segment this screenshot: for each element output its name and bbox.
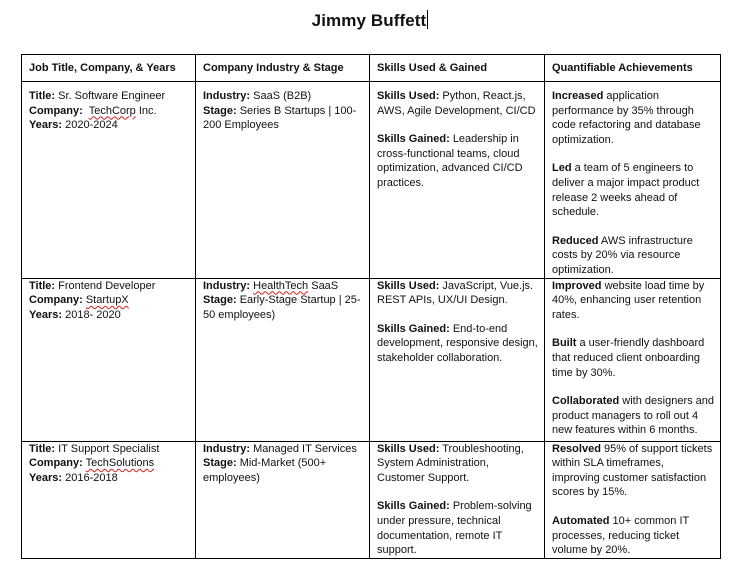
skills-cell: Skills Used: Python, React.js, AWS, Agile Development, CI/CD Skills Gained: Leadership in cross-functional teams, cloud optimization, advanced CI/CD practices. (370, 82, 545, 279)
company-name: TechCorp (88, 104, 136, 117)
achievement-item: Collaborated with designers and product managers to roll out 4 new features within 6 months. (552, 395, 715, 437)
company-name: TechSolutions (85, 457, 155, 470)
stage: Early-Stage Startup | 25-50 employees) (203, 294, 361, 321)
skills-gained: Problem-solving under pressure, technical documentation, remote IT support. (377, 500, 532, 557)
table-row (22, 82, 721, 279)
company-name: StartupX (85, 294, 129, 307)
stage: Mid-Market (500+ employees) (203, 457, 327, 484)
job-cell: Title: Frontend Developer Company: StartupX Years: 2018- 2020 (22, 278, 196, 441)
table-row (22, 278, 721, 441)
header-skills: Skills Used & Gained (370, 55, 545, 82)
stage: Series B Startups | 100-200 Employees (203, 104, 357, 132)
industry: Managed IT Services (253, 442, 357, 455)
achievement-item: Led a team of 5 engineers to deliver a major impact product release 2 weeks ahead of schedule. (552, 162, 700, 219)
achievement-item: Increased application performance by 35% through code refactoring and database optimization. (552, 90, 701, 146)
industry-cell: Industry: HealthTech SaaS Stage: Early-Stage Startup | 25-50 employees) (196, 278, 370, 441)
experience-table (21, 54, 721, 559)
table-row (22, 441, 721, 558)
achievement-item: Reduced AWS infrastructure costs by 20% via resource optimization. (552, 234, 693, 276)
job-title: Sr. Software Engineer (58, 90, 166, 102)
job-title: IT Support Specialist (58, 442, 160, 455)
skills-cell: Skills Used: Troubleshooting, System Administration, Customer Support. Skills Gained: Problem-solving under pressure, technical documentation, remote IT support. (370, 441, 545, 558)
achievement-item: Built a user-friendly dashboard that reduced client onboarding time by 30%. (552, 337, 705, 379)
header-achievements: Quantifiable Achievements (545, 55, 721, 82)
job-title: Frontend Developer (58, 279, 156, 292)
achievements-cell (545, 82, 721, 279)
skills-gained: End-to-end development, responsive design, stakeholder collaboration. (377, 322, 538, 364)
document-title[interactable] (0, 10, 740, 31)
header-industry-stage: Company Industry & Stage (196, 55, 370, 82)
industry-cell: Industry: SaaS (B2B) Stage: Series B Startups | 100-200 Employees (196, 82, 370, 279)
job-years: 2020-2024 (65, 119, 118, 132)
job-cell: Title: IT Support Specialist Company: TechSolutions Years: 2016-2018 (22, 441, 196, 558)
skills-gained: Leadership in cross-functional teams, cloud optimization, advanced CI/CD practices. (377, 133, 523, 189)
achievement-item: Improved website load time by 40%, enhancing user retention rates. (552, 279, 705, 321)
skills-used: JavaScript, Vue.js. REST APIs, UX/UI Design. (377, 279, 534, 307)
header-row (22, 55, 721, 82)
skills-used: Python, React.js, AWS, Agile Development, CI/CD (377, 90, 536, 117)
achievements-cell (545, 278, 721, 441)
job-years: 2018- 2020 (65, 308, 121, 321)
achievement-item: Automated 10+ common IT processes, reducing ticket volume by 20%. (552, 514, 690, 557)
industry-cell: Industry: Managed IT Services Stage: Mid-Market (500+ employees) (196, 441, 370, 558)
text-cursor (427, 10, 428, 29)
header-job-title: Job Title, Company, & Years (22, 55, 196, 82)
job-years: 2016-2018 (65, 471, 118, 484)
achievements-cell (545, 441, 721, 558)
job-cell: Title: Sr. Software Engineer Company: TechCorp Inc. Years: 2020-2024 (22, 82, 196, 279)
industry: SaaS (B2B) (253, 90, 312, 102)
industry: HealthTech (253, 279, 309, 292)
name-heading: Jimmy Buffett (311, 11, 427, 30)
skills-cell: Skills Used: JavaScript, Vue.js. REST APIs, UX/UI Design. Skills Gained: End-to-end development, responsive design, stakeholder collaboration. (370, 278, 545, 441)
skills-used: Troubleshooting, System Administration, Customer Support. (377, 442, 524, 484)
achievement-item: Resolved 95% of support tickets within SLA timeframes, improving customer satisfaction scores by 15%. (552, 442, 713, 499)
